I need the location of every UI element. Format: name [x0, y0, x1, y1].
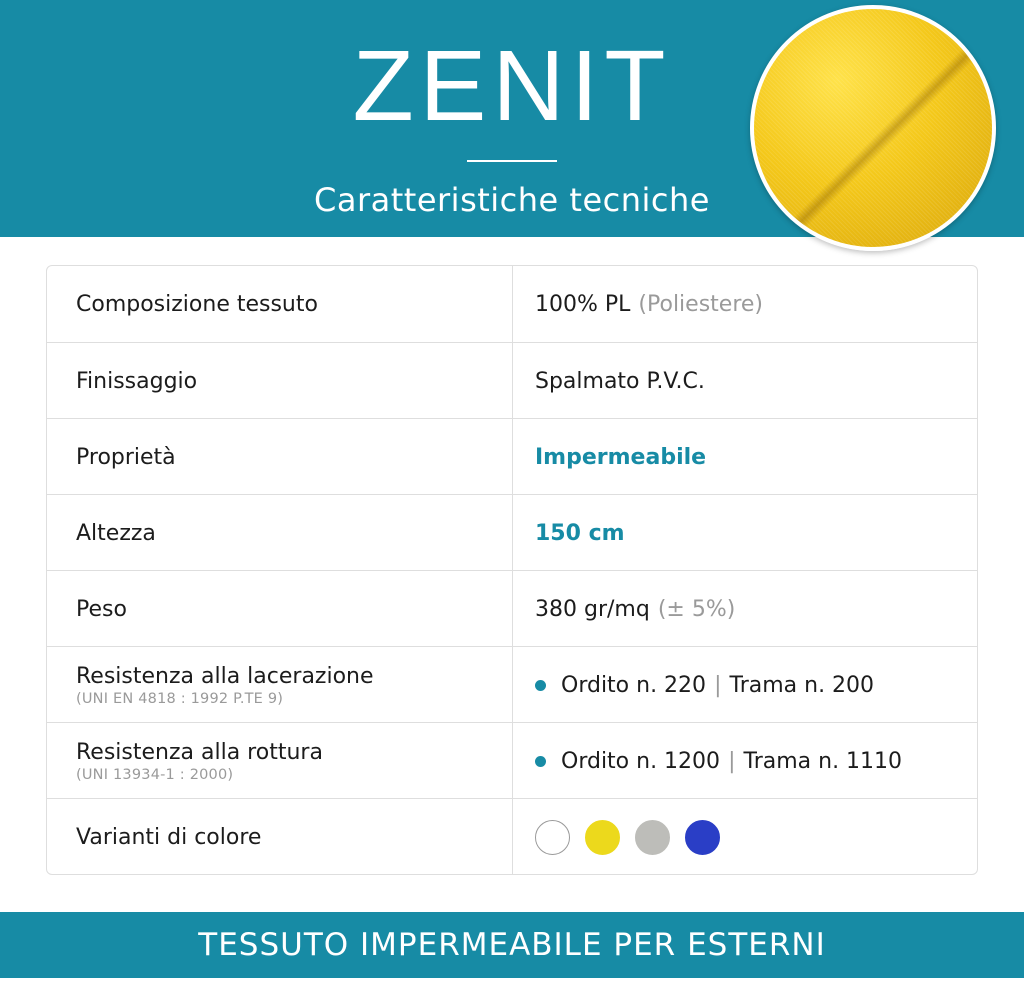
height-label: Altezza — [76, 520, 156, 546]
page-title: ZENIT — [352, 30, 672, 142]
spec-label — [76, 343, 496, 419]
break-warp-value: Ordito n. 1200 — [561, 748, 721, 774]
spec-label — [76, 571, 496, 647]
spec-label — [76, 723, 496, 799]
table-row — [47, 494, 977, 570]
color-swatch-white — [535, 820, 570, 855]
title-divider — [467, 160, 557, 162]
composition-label: Composizione tessuto — [76, 291, 318, 317]
finishing-value: Spalmato P.V.C. — [535, 368, 705, 394]
finishing-label: Finissaggio — [76, 368, 198, 394]
table-row — [47, 722, 977, 798]
table-row — [47, 570, 977, 646]
break-resistance-standard: (UNI 13934-1 : 2000) — [76, 766, 234, 783]
spec-table — [46, 265, 978, 875]
weight-value: 380 gr/mq — [535, 596, 650, 622]
bullet-icon — [535, 756, 546, 767]
tear-warp-value: Ordito n. 220 — [561, 672, 707, 698]
table-row — [47, 418, 977, 494]
spec-label — [76, 419, 496, 495]
composition-note: (Poliestere) — [638, 291, 764, 317]
footer-text: TESSUTO IMPERMEABILE PER ESTERNI — [198, 927, 826, 963]
tear-weft-value: Trama n. 200 — [729, 672, 875, 698]
spec-label — [76, 495, 496, 571]
spec-label — [76, 647, 496, 723]
header-banner — [0, 0, 1024, 237]
spec-value — [535, 266, 965, 342]
table-row — [47, 266, 977, 342]
color-swatch-yellow — [585, 820, 620, 855]
table-row — [47, 342, 977, 418]
value-separator: | — [714, 672, 722, 698]
spec-value — [535, 343, 965, 419]
color-variants-swatches — [535, 799, 965, 875]
spec-label — [76, 266, 496, 342]
break-resistance-label: Resistenza alla rottura — [76, 739, 323, 765]
spec-label — [76, 799, 496, 875]
weight-label: Peso — [76, 596, 127, 622]
bullet-icon — [535, 680, 546, 691]
break-weft-value: Trama n. 1110 — [743, 748, 903, 774]
table-row — [47, 798, 977, 874]
spec-value — [535, 495, 965, 571]
tear-resistance-standard: (UNI EN 4818 : 1992 P.TE 9) — [76, 690, 284, 707]
color-swatch-blue — [685, 820, 720, 855]
height-value: 150 cm — [535, 520, 625, 546]
footer-banner — [0, 912, 1024, 978]
page-subtitle: Caratteristiche tecniche — [314, 181, 710, 219]
color-variants-label: Varianti di colore — [76, 824, 262, 850]
table-row — [47, 646, 977, 722]
spec-value — [535, 647, 965, 723]
property-label: Proprietà — [76, 444, 176, 470]
composition-value: 100% PL — [535, 291, 631, 317]
tear-resistance-label: Resistenza alla lacerazione — [76, 663, 374, 689]
weight-note: (± 5%) — [657, 596, 736, 622]
spec-value — [535, 723, 965, 799]
property-value: Impermeabile — [535, 444, 707, 470]
spec-value — [535, 571, 965, 647]
fabric-swatch-image — [750, 5, 996, 251]
spec-value — [535, 419, 965, 495]
color-swatch-grey — [635, 820, 670, 855]
value-separator: | — [728, 748, 736, 774]
